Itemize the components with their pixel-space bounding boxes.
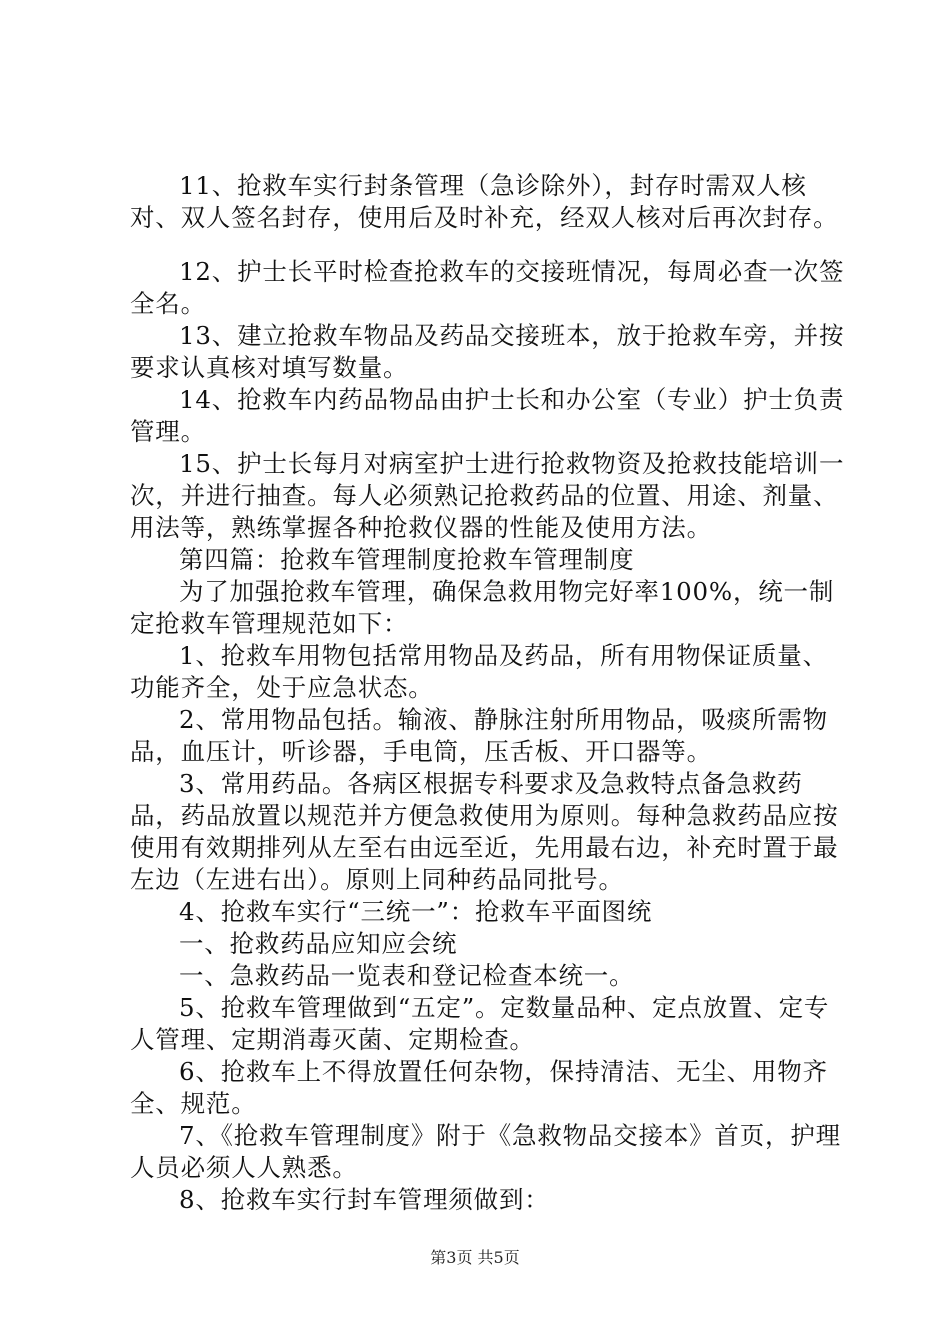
- paragraph-11: 11、抢救车实行封条管理（急诊除外），封存时需双人核对、双人签名封存，使用后及时补充，经双人核对后再次封存。: [130, 171, 839, 232]
- page-number-footer: 第3页 共5页: [430, 1248, 520, 1267]
- paragraph-12: 12、护士长平时检查抢救车的交接班情况，每周必查一次签全名。: [130, 257, 845, 318]
- paragraph-4-continued-b: 一、急救药品一览表和登记检查本统一。: [179, 961, 635, 990]
- paragraph-4: 4、抢救车实行“三统一”：抢救车平面图统: [179, 897, 653, 926]
- paragraph-14: 14、抢救车内药品物品由护士长和办公室（专业）护士负责管理。: [130, 385, 845, 446]
- paragraph-3: 3、常用药品。各病区根据专科要求及急救特点备急救药品，药品放置以规范并方便急救使用为原则。每种急救药品应按使用有效期排列从左至右由远至近，先用最右边，补充时置于最左边（左进右出）。原则上同种药品同批号。: [130, 769, 839, 894]
- paragraph-5: 5、抢救车管理做到“五定”。定数量品种、定点放置、定专人管理、定期消毒灭菌、定期检查。: [130, 993, 830, 1054]
- paragraph-8: 8、抢救车实行封车管理须做到：: [179, 1185, 550, 1214]
- paragraph-13: 13、建立抢救车物品及药品交接班本，放于抢救车旁，并按要求认真核对填写数量。: [130, 321, 845, 382]
- paragraph-intro: 为了加强抢救车管理，确保急救用物完好率100%，统一制定抢救车管理规范如下：: [130, 577, 835, 638]
- paragraph-15: 15、护士长每月对病室护士进行抢救物资及抢救技能培训一次，并进行抽查。每人必须熟记抢救药品的位置、用途、剂量、用法等，熟练掌握各种抢救仪器的性能及使用方法。: [130, 449, 845, 542]
- document-body: [130, 170, 850, 1216]
- paragraph-7: 7、《抢救车管理制度》附于《急救物品交接本》首页，护理人员必须人人熟悉。: [130, 1121, 841, 1182]
- paragraph-6: 6、抢救车上不得放置任何杂物，保持清洁、无尘、用物齐全、规范。: [130, 1057, 828, 1118]
- paragraph-1: 1、抢救车用物包括常用物品及药品，所有用物保证质量、功能齐全，处于应急状态。: [130, 641, 828, 702]
- paragraph-2: 2、常用物品包括。输液、静脉注射所用物品，吸痰所需物品，血压计，听诊器，手电筒，压舌板、开口器等。: [130, 705, 828, 766]
- section-heading: 第四篇：抢救车管理制度抢救车管理制度: [179, 545, 635, 574]
- paragraph-4-continued-a: 一、抢救药品应知应会统: [179, 929, 458, 958]
